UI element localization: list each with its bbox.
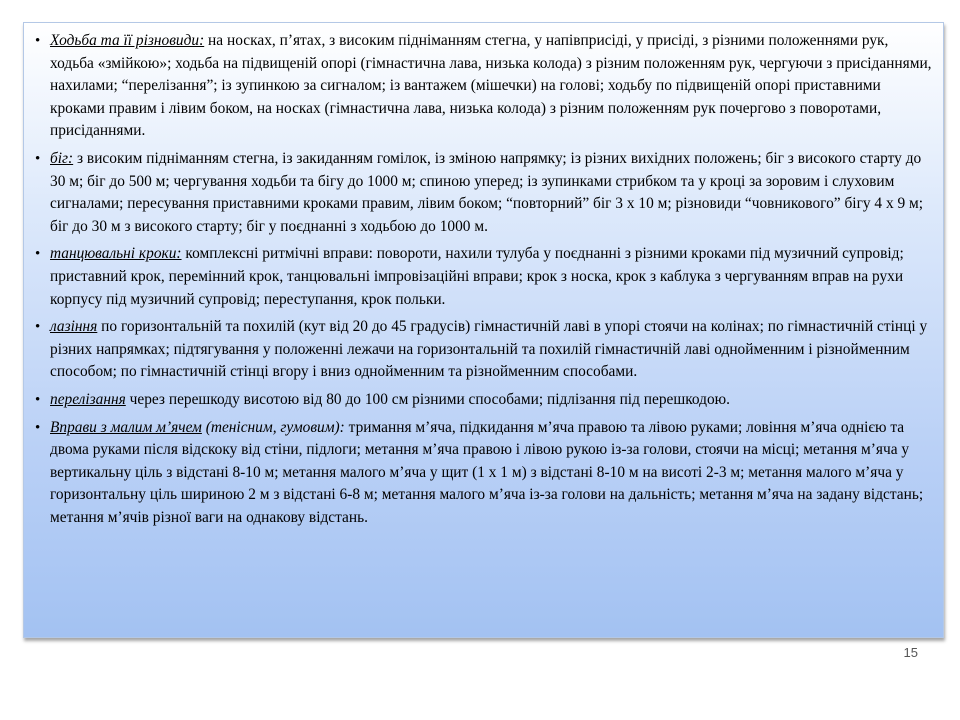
item-term: біг:	[50, 149, 74, 167]
item-term: Ходьба та її різновиди:	[50, 32, 205, 49]
item-term: лазіння	[50, 318, 98, 336]
list-item-running	[35, 148, 933, 238]
list-item-climbing-over	[35, 389, 933, 412]
item-text: через перешкоду висотою від 80 до 100 см різними способами; підлізання під перешкодою.	[125, 390, 731, 408]
content-panel	[23, 22, 944, 638]
item-text: комплексні ритмічні вправи: повороти, нахили тулуба у поєднанні з різними кроками під музичний супровід; приставний крок, перемінний крок, танцювальні імпровізаційні вправи; крок з носка, крок з каблука з чергуванням вправ на рухи корпусу під музичний супровід; переступання, крок польки.	[50, 245, 904, 308]
bullet-icon: •	[35, 246, 41, 263]
list-item-dance-steps	[35, 243, 933, 311]
item-term: танцювальні кроки:	[50, 245, 182, 263]
bullet-icon: •	[35, 391, 41, 408]
bullet-icon: •	[35, 150, 41, 167]
list-item-climbing	[35, 316, 933, 384]
page-number: 15	[903, 645, 918, 660]
list-item-small-ball	[35, 417, 933, 530]
item-text: з високим підніманням стегна, із закиданням гомілок, із зміною напрямку; із різних вихідних положень; біг з високого старту до 30 м; біг до 500 м; чергування ходьби та бігу до 1000 м; спиною уперед; із зупинками стрибком та у кроці за зоровим і слуховим сигналами; пересування приставними кроками правим, лівим боком; “повторний” біг 3 х 10 м; різновиди “човникового” бігу 4 х 9 м; біг до 30 м з високого старту; біг у поєднанні з ходьбою до 1000 м.	[50, 149, 924, 235]
item-text: тримання м’яча, підкидання м’яча правою та лівою руками; ловіння м’яча однією та двома руками після відскоку від стіни, підлоги; метання м’яча правою і лівою рукою із-за голови, стоячи на місці; метання м’яча у вертикальну ціль з відстані 8-10 м; метання малого м’яча у щит (1 х 1 м) з відстані 8-10 м на висоті 2-3 м; метання малого м’яча у горизонтальну ціль шириною 2 м з відстані 6-8 м; метання малого м’яча із-за голови на дальність; метання м’яча на задану відстань; метання м’ячів різної ваги на однакову відстань.	[50, 418, 924, 526]
bullet-icon: •	[35, 33, 41, 49]
item-term: Вправи з малим м’ячем	[50, 418, 202, 436]
bullet-icon: •	[35, 319, 41, 336]
item-term-extra: (тенісним, гумовим):	[201, 418, 345, 436]
exercise-list	[24, 23, 943, 529]
item-text: на носках, п’ятах, з високим підніманням стегна, у напівприсіді, у присіді, з різними положеннями рук, ходьба «змійкою»; ходьба на підвищеній опорі (гімнастична лава, низька колода) з різним положенням рук, чергуючи з присіданнями, нахилами; “перелізання”; із зупинкою за сигналом; із вантажем (мішечки) на голові; ходьбу по підвищеній опорі приставними кроками правим і лівим боком, на носках (гімнастична лава, низька колода) з різним положенням рук почергово з поворотами, присіданнями.	[50, 32, 932, 140]
item-term: перелізання	[50, 390, 126, 408]
list-item-walking	[35, 30, 933, 143]
item-text: по горизонтальній та похилій (кут від 20 до 45 градусів) гімнастичній лаві в упорі стоячи на колінах; по гімнастичній стінці у різних напрямках; підтягування у положенні лежачи на горизонтальній та похилій гімнастичній лаві однойменним і різнойменним способом; по гімнастичній стінці вгору і вниз однойменним та різнойменним способами.	[50, 318, 928, 381]
bullet-icon: •	[35, 419, 41, 436]
